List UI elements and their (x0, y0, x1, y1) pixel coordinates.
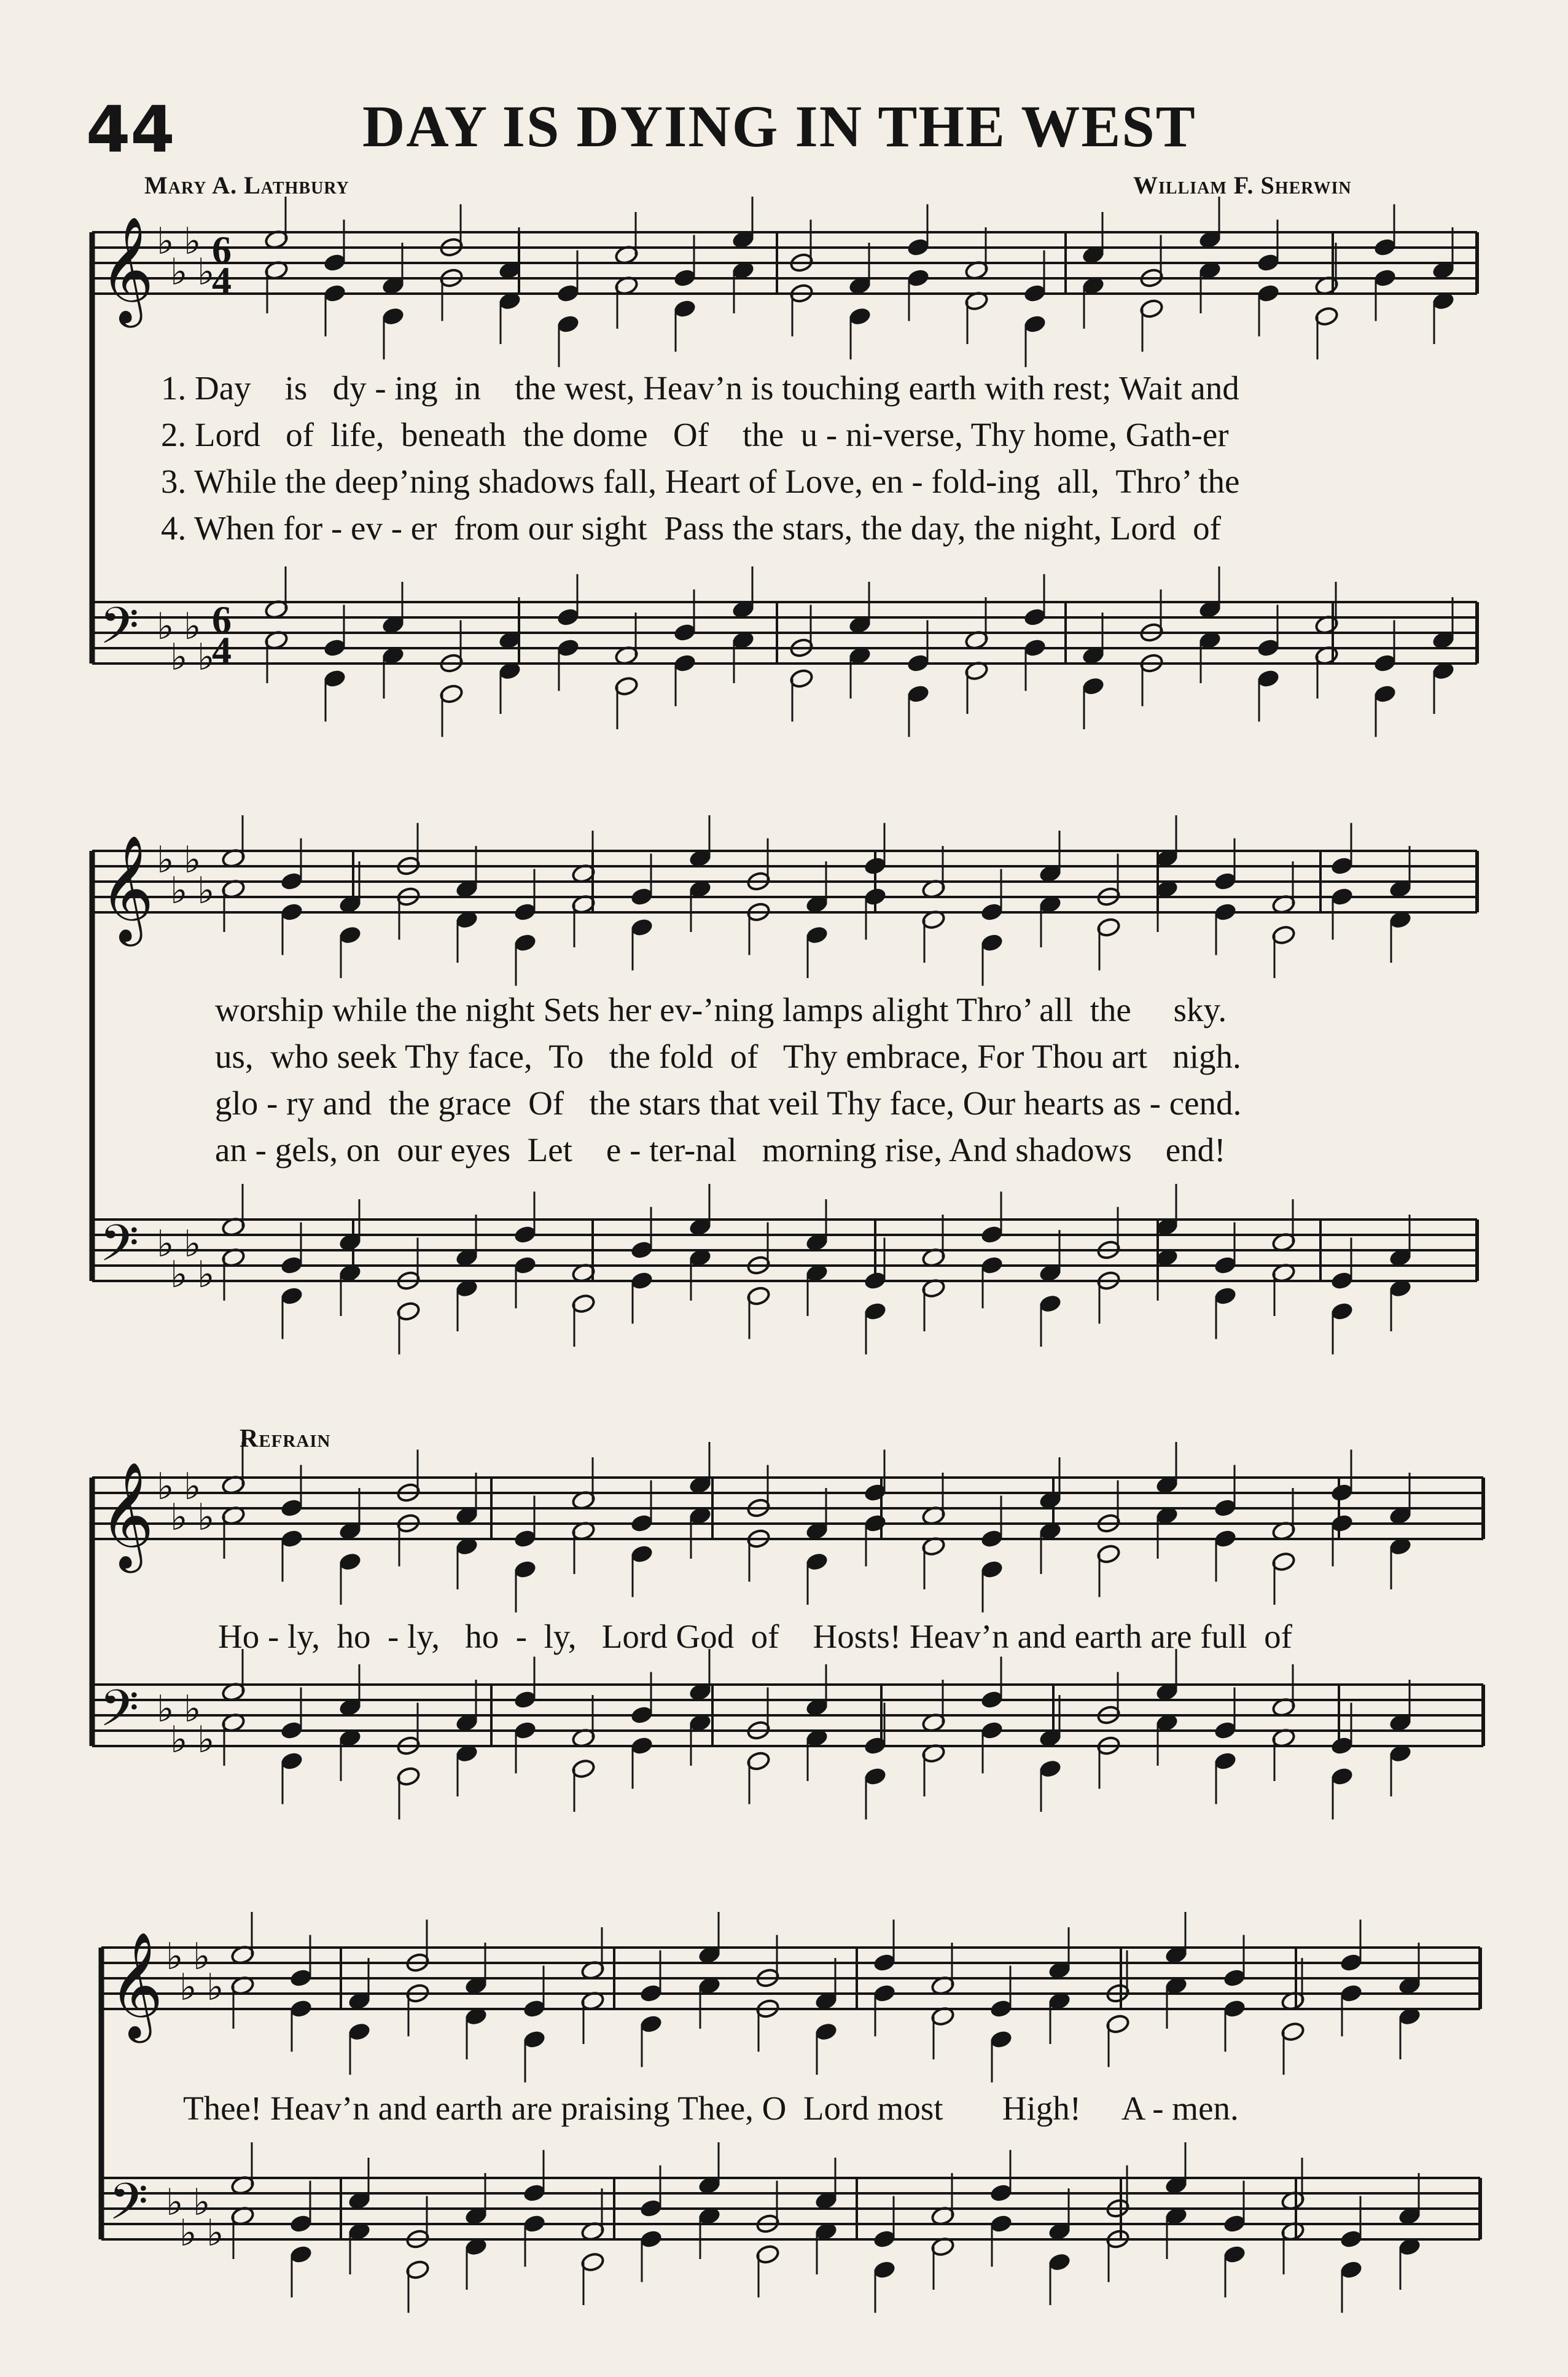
lyric-line-verse-4: 4. When for - ev - er from our sight Pass the stars, the day, the night, Lord of (161, 509, 1222, 547)
flat-icon: ♭ (197, 869, 215, 912)
hymn-title: DAY IS DYING IN THE WEST (362, 93, 1196, 159)
lyric-line-verse-1: 1. Day is dy - ing in the west, Heav’n is touching earth with rest; Wait and (161, 369, 1239, 407)
flat-icon: ♭ (197, 1718, 215, 1761)
flat-icon: ♭ (179, 1966, 197, 2009)
flat-icon: ♭ (197, 251, 215, 294)
flat-icon: ♭ (157, 1223, 174, 1266)
bass-clef-icon: 𝄢 (99, 596, 139, 668)
flat-icon: ♭ (184, 1223, 201, 1266)
flat-icon: ♭ (157, 1688, 174, 1731)
flat-icon: ♭ (184, 1465, 201, 1508)
refrain-label: Refrain (240, 1425, 331, 1453)
bass-clef-icon: 𝄢 (109, 2172, 149, 2244)
flat-icon: ♭ (179, 2212, 197, 2255)
lyric-line-verse-4: an - gels, on our eyes Let e - ter-nal morning rise, And shadows end! (215, 1131, 1226, 1169)
flat-icon: ♭ (184, 1688, 201, 1731)
flat-icon: ♭ (184, 839, 201, 882)
composer-credit: William F. Sherwin (1133, 171, 1352, 199)
lyric-line-verse-2: us, who seek Thy face, To the fold of Thy embrace, For Thou art nigh. (215, 1038, 1241, 1075)
flat-icon: ♭ (166, 1935, 184, 1978)
time-signature: 4 (212, 259, 232, 302)
flat-icon: ♭ (170, 1253, 188, 1296)
flat-icon: ♭ (170, 1496, 188, 1539)
lyric-line-refrain: Ho - ly, ho - ly, ho - ly, Lord God of Hosts! Heav’n and earth are full of (218, 1618, 1292, 1655)
flat-icon: ♭ (170, 251, 188, 294)
flat-icon: ♭ (197, 1253, 215, 1296)
lyric-line-verse-2: 2. Lord of life, beneath the dome Of the u - ni-verse, Thy home, Gath-er (161, 416, 1229, 453)
lyric-line-verse-3: glo - ry and the grace Of the stars that veil Thy face, Our hearts as - cend. (215, 1084, 1242, 1122)
flat-icon: ♭ (157, 839, 174, 882)
time-signature: 4 (212, 629, 232, 672)
bass-clef-icon: 𝄢 (99, 1678, 139, 1750)
lyric-line-verse-1: worship while the night Sets her ev-’ning lamps alight Thro’ all the sky. (215, 991, 1227, 1028)
flat-icon: ♭ (184, 220, 201, 263)
flat-icon: ♭ (193, 2181, 211, 2224)
treble-clef-icon: 𝄞 (99, 1462, 154, 1568)
flat-icon: ♭ (170, 636, 188, 679)
treble-clef-icon: 𝄞 (109, 1932, 163, 2038)
time-signature: 6 (212, 228, 232, 272)
flat-icon: ♭ (206, 1966, 224, 2009)
flat-icon: ♭ (193, 1935, 211, 1978)
flat-icon: ♭ (184, 605, 201, 648)
flat-icon: ♭ (170, 1718, 188, 1761)
flat-icon: ♭ (197, 636, 215, 679)
flat-icon: ♭ (197, 1496, 215, 1539)
flat-icon: ♭ (170, 869, 188, 912)
page-number: 44 (86, 92, 175, 167)
lyric-line-refrain: Thee! Heav’n and earth are praising Thee, O Lord most High! A - men. (183, 2089, 1239, 2127)
author-credit: Mary A. Lathbury (144, 171, 349, 199)
treble-clef-icon: 𝄞 (99, 216, 154, 323)
flat-icon: ♭ (157, 220, 174, 263)
flat-icon: ♭ (166, 2181, 184, 2224)
treble-clef-icon: 𝄞 (99, 835, 154, 942)
lyric-line-verse-3: 3. While the deep’ning shadows fall, Heart of Love, en - fold-ing all, Thro’ the (161, 463, 1240, 500)
time-signature: 6 (212, 598, 232, 641)
flat-icon: ♭ (157, 1465, 174, 1508)
bass-clef-icon: 𝄢 (99, 1213, 139, 1285)
flat-icon: ♭ (206, 2212, 224, 2255)
flat-icon: ♭ (157, 605, 174, 648)
